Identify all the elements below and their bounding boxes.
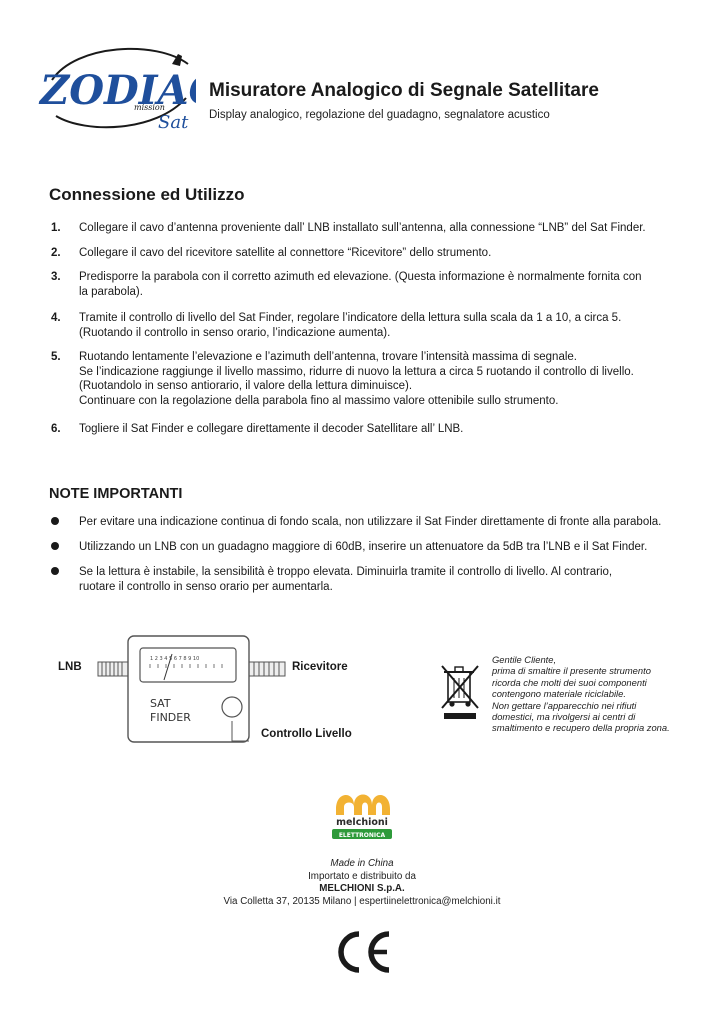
footer-block <box>200 858 524 908</box>
step-number: 5. <box>51 351 61 363</box>
device-label-line1: SAT <box>150 697 171 710</box>
note-text: Se la lettura è instabile, la sensibilità è troppo elevata. Diminuirla tramite il controllo di livello. Al contrario, <box>79 566 613 578</box>
made-in-text: Made in China <box>330 858 394 869</box>
recycling-line: prima di smaltire il presente strumento <box>492 665 651 677</box>
note-item <box>51 565 691 594</box>
step-number: 2. <box>51 247 61 259</box>
step-item <box>51 311 681 340</box>
recycling-notice <box>492 654 692 734</box>
level-control-label: Controllo Livello <box>261 728 352 740</box>
step-text: Tramite il controllo di livello del Sat Finder, regolare l’indicatore della lettura sulla scala da 1 a 10, a circa 5. <box>79 312 622 324</box>
recycling-line: Non gettare l’apparecchio nei rifiuti <box>492 699 637 711</box>
meter-scale: 1 2 3 4 5 6 7 8 9 10 <box>150 656 200 662</box>
melchioni-wordmark: melchioni <box>336 817 388 828</box>
bullet-icon <box>51 517 59 525</box>
recycling-line: smaltimento e recupero della propria zona. <box>492 722 670 734</box>
step-text: (Ruotandolo in senso antiorario, il valore della lettura diminuisce). <box>79 380 413 392</box>
step-text: Collegare il cavo d’antenna proveniente dall’ LNB installato sull’antenna, alla connessione “LNB” del Sat Finder. <box>79 222 646 234</box>
step-text: Togliere il Sat Finder e collegare direttamente il decoder Satellitare all’ LNB. <box>79 423 464 435</box>
recycling-line: domestici, ma rivolgersi ai centri di <box>492 711 636 723</box>
notes-heading: NOTE IMPORTANTI <box>49 486 183 502</box>
page-title: Misuratore Analogico di Segnale Satellitare <box>209 80 599 101</box>
logo-wordmark: ZODIA <box>40 67 189 114</box>
melchioni-logo <box>330 785 394 845</box>
step-text: Se l’indicazione raggiunge il livello massimo, ridurre di nuovo la lettura a circa 5 ruotando il controllo di livello. <box>79 365 634 378</box>
step-number: 4. <box>51 312 61 324</box>
sat-finder-diagram <box>94 634 290 746</box>
step-text: la parabola). <box>79 285 143 298</box>
imported-text: Importato e distribuito da <box>308 870 416 882</box>
note-text: Utilizzando un LNB con un guadagno maggiore di 60dB, inserire un attenuatore da 5dB tra l’LNB e il Sat Finder. <box>79 541 648 553</box>
note-item <box>51 515 691 530</box>
note-text: Per evitare una indicazione continua di fondo scala, non utilizzare il Sat Finder direttamente di fronte alla parabola. <box>79 516 662 528</box>
note-item <box>51 540 691 555</box>
step-item <box>51 221 681 236</box>
ce-mark-icon <box>333 930 393 974</box>
logo-tagline: mission <box>134 103 165 112</box>
step-number: 1. <box>51 222 61 234</box>
weee-bin-icon <box>438 662 482 722</box>
lnb-label: LNB <box>58 661 82 673</box>
logo-sub: Sat <box>158 112 189 132</box>
note-text: ruotare il controllo in senso orario per aumentarla. <box>79 580 333 593</box>
bullet-icon <box>51 567 59 575</box>
step-text: Continuare con la regolazione della parabola fino al massimo valore ottenibile sullo strumento. <box>79 394 559 407</box>
page-subtitle: Display analogico, regolazione del guadagno, segnalatore acustico <box>209 109 550 121</box>
step-text: Predisporre la parabola con il corretto azimuth ed elevazione. (Questa informazione è normalmente fornita con <box>79 271 642 283</box>
step-item <box>51 422 681 437</box>
device-label-line2: FINDER <box>150 711 191 724</box>
step-number: 3. <box>51 271 61 283</box>
bullet-icon <box>51 542 59 550</box>
step-item <box>51 246 681 261</box>
step-text: Collegare il cavo del ricevitore satellite al connettore “Ricevitore” dello strumento. <box>79 247 492 259</box>
recycling-line: contengono materiale riciclabile. <box>492 688 626 700</box>
recycling-line: Gentile Cliente, <box>492 654 557 665</box>
connection-heading: Connessione ed Utilizzo <box>49 185 245 204</box>
recycling-line: ricorda che molti dei suoi componenti <box>492 676 647 688</box>
step-text: Ruotando lentamente l’elevazione e l’azimuth dell’antenna, trovare l’intensità massima di segnale. <box>79 351 577 363</box>
company-address: Via Colletta 37, 20135 Milano | espertiinelettronica@melchioni.it <box>223 895 501 907</box>
zodiac-logo <box>36 42 196 132</box>
step-text: (Ruotando il controllo in senso orario, l’indicazione aumenta). <box>79 326 391 339</box>
step-item <box>51 350 681 408</box>
receiver-label: Ricevitore <box>292 661 348 673</box>
step-number: 6. <box>51 423 61 435</box>
company-name: MELCHIONI S.p.A. <box>319 883 405 895</box>
step-item <box>51 270 681 299</box>
melchioni-badge: ELETTRONICA <box>338 832 386 839</box>
